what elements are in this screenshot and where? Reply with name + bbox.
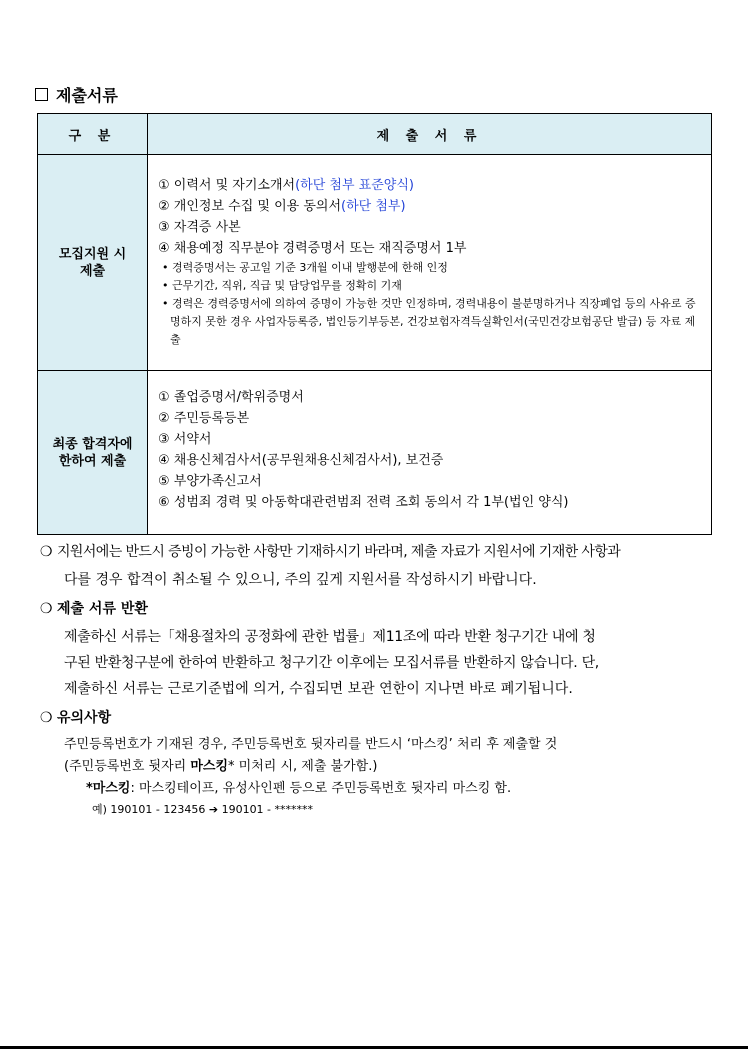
header-category: 구 분 xyxy=(38,114,148,155)
notice-return xyxy=(40,597,720,701)
list-item: ② 주민등록등본 xyxy=(158,411,250,426)
section-title xyxy=(35,83,118,106)
header-documents: 제 출 서 류 xyxy=(148,114,712,155)
item-link-text: (하단 첨부 표준양식) xyxy=(295,178,414,193)
bullet-circle-icon: ❍ xyxy=(40,544,53,560)
documents-table xyxy=(37,113,712,535)
list-item: ① 졸업증명서/학위증명서 xyxy=(158,390,304,405)
category-line: 제출 xyxy=(79,263,106,279)
item-text: ④ 채용예정 직무분야 경력증명서 또는 재직증명서 1부 xyxy=(158,241,467,256)
masking-desc: : 마스킹테이프, 유성사인펜 등으로 주민등록번호 뒷자리 마스킹 함. xyxy=(130,781,512,796)
notice-line xyxy=(40,756,720,778)
notice-caution xyxy=(40,706,720,820)
bullet-circle-icon: ❍ xyxy=(40,710,53,726)
category-line: 최종 합격자에 xyxy=(52,436,133,452)
notice-heading: 유의사항 xyxy=(57,710,112,726)
row-items xyxy=(148,371,712,535)
row-category xyxy=(38,371,148,535)
item-text: ③ 자격증 사본 xyxy=(158,220,241,235)
notice-evidence xyxy=(40,540,720,592)
table-header-row xyxy=(38,114,712,155)
list-item xyxy=(158,196,705,217)
category-line: 한하여 제출 xyxy=(58,453,127,469)
masking-example: 예) 190101 - 123456 ➔ 190101 - ******* xyxy=(92,803,314,816)
item-link-text: (하단 첨부) xyxy=(341,199,406,214)
masking-label: *마스킹 xyxy=(86,781,131,796)
section-title-text: 제출서류 xyxy=(56,86,118,105)
list-item: ③ 서약서 xyxy=(158,432,212,447)
note-item: • 경력증명서는 공고일 기준 3개월 이내 발행분에 한해 인정 xyxy=(162,261,448,274)
table-row xyxy=(38,371,712,535)
notice-line: 제출하신 서류는 근로기준법에 의거, 수집되면 보관 연한이 지나면 바로 폐기됩니다. xyxy=(64,681,573,697)
notice-heading: 제출 서류 반환 xyxy=(57,601,148,617)
notice-text: (주민등록번호 뒷자리 xyxy=(64,759,191,774)
list-item: ④ 채용신체검사서(공무원채용신체검사서), 보건증 xyxy=(158,453,444,468)
masking-definition xyxy=(40,778,720,800)
notice-text: * 미처리 시, 제출 불가함.) xyxy=(228,759,378,774)
row-category xyxy=(38,155,148,371)
notice-line: 다를 경우 합격이 취소될 수 있으니, 주의 깊게 지원서를 작성하시기 바랍니다. xyxy=(64,572,537,588)
note-item: • 근무기간, 직위, 직급 및 담당업무를 정확히 기재 xyxy=(162,279,402,292)
list-item xyxy=(158,175,705,196)
bullet-circle-icon: ❍ xyxy=(40,601,53,617)
item-text: ② 개인정보 수집 및 이용 동의서 xyxy=(158,199,342,214)
notice-line: 구된 반환청구분에 한하여 반환하고 청구기간 이후에는 모집서류를 반환하지 않습니다. 단, xyxy=(64,655,599,671)
list-item: ⑤ 부양가족신고서 xyxy=(158,474,262,489)
notice-line: 지원서에는 반드시 증빙이 가능한 사항만 기재하시기 바라며, 제출 자료가 지원서에 기재한 사항과 xyxy=(57,544,621,560)
category-line: 모집지원 시 xyxy=(58,246,127,262)
table-row xyxy=(38,155,712,371)
page-bottom-rule xyxy=(0,1046,748,1049)
note-item: • 경력은 경력증명서에 의하여 증명이 가능한 것만 인정하며, 경력내용이 불분명하거나 직장폐업 등의 사유로 증명하지 못한 경우 사업자등록증, 법인등기부등본, 건강보험자격득실확인서(국민건강보험공단 발급) 등 자료 제출 xyxy=(162,297,696,346)
notice-line: 주민등록번호가 기재된 경우, 주민등록번호 뒷자리를 반드시 ‘마스킹’ 처리 후 제출할 것 xyxy=(64,737,558,752)
list-item xyxy=(158,238,705,259)
list-item: ⑥ 성범죄 경력 및 아동학대관련범죄 전력 조회 동의서 각 1부(법인 양식) xyxy=(158,495,569,510)
row-items xyxy=(148,155,712,371)
list-item xyxy=(158,217,705,238)
notice-line: 제출하신 서류는「채용절차의 공정화에 관한 법률」제11조에 따라 반환 청구기간 내에 청 xyxy=(64,629,596,645)
masking-keyword: 마스킹 xyxy=(190,759,229,774)
checkbox-icon xyxy=(35,88,48,101)
item-text: ① 이력서 및 자기소개서 xyxy=(158,178,296,193)
